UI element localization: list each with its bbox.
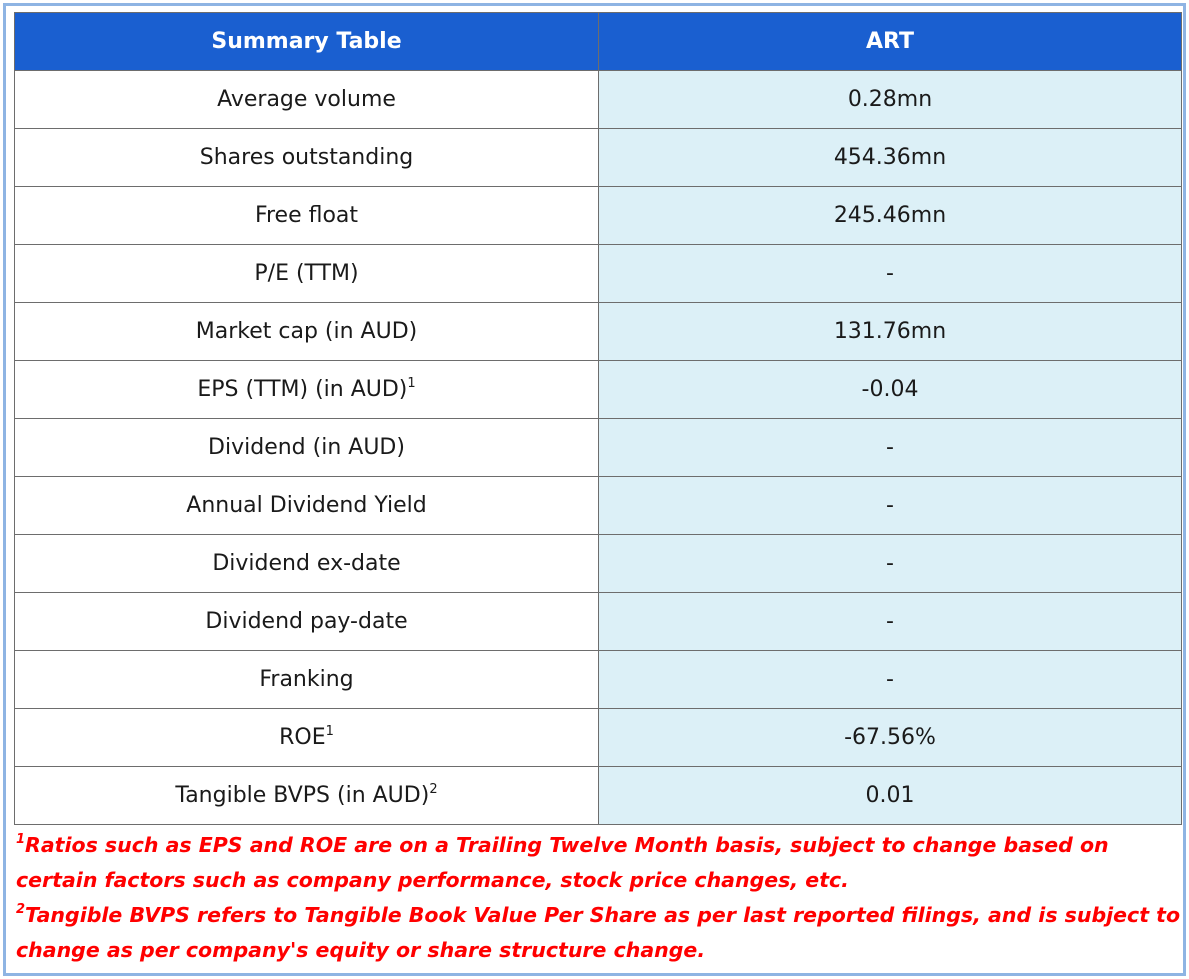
row-label-text: Shares outstanding (199, 145, 414, 170)
table-row (15, 419, 1182, 477)
row-label (15, 361, 599, 419)
row-label-text: Annual Dividend Yield (186, 493, 427, 518)
row-label-text: Dividend pay-date (205, 609, 408, 634)
row-value: 454.36mn (599, 129, 1182, 187)
row-label-text: Average volume (217, 87, 396, 112)
footnote-2 (16, 898, 1181, 968)
row-value: - (599, 593, 1182, 651)
footnote-ref: 1 (325, 724, 334, 739)
table-row (15, 245, 1182, 303)
footnote-ref: 2 (429, 782, 438, 797)
table-header-row (15, 13, 1182, 71)
table-row (15, 709, 1182, 767)
footnote-text: Tangible BVPS refers to Tangible Book Value Per Share as per last reported filings, and is subject to change as per company's equity or share structure change. (16, 903, 1181, 962)
footnote-ref: 1 (407, 376, 416, 391)
row-value: - (599, 651, 1182, 709)
row-label (15, 245, 599, 303)
table-row (15, 71, 1182, 129)
row-label-text: Tangible BVPS (in AUD) (175, 783, 430, 808)
row-label-text: Dividend (in AUD) (208, 435, 405, 460)
row-label-text: Franking (259, 667, 354, 692)
row-label (15, 419, 599, 477)
row-value: 131.76mn (599, 303, 1182, 361)
header-label-column: Summary Table (15, 13, 599, 71)
table-row (15, 651, 1182, 709)
footnote-marker: 1 (16, 832, 26, 847)
row-label (15, 709, 599, 767)
row-label-text: Dividend ex-date (212, 551, 401, 576)
row-label (15, 593, 599, 651)
row-label (15, 535, 599, 593)
row-value: - (599, 419, 1182, 477)
footnotes (16, 828, 1181, 968)
footnote-1 (16, 828, 1181, 898)
row-label-text: Market cap (in AUD) (195, 319, 418, 344)
row-label-text: ROE (279, 725, 326, 750)
row-value: - (599, 477, 1182, 535)
row-label-text: EPS (TTM) (in AUD) (197, 377, 408, 402)
table-row (15, 593, 1182, 651)
row-value: 0.28mn (599, 71, 1182, 129)
row-label (15, 651, 599, 709)
row-label (15, 767, 599, 825)
row-value: - (599, 535, 1182, 593)
row-value: 245.46mn (599, 187, 1182, 245)
row-label (15, 477, 599, 535)
table-row (15, 477, 1182, 535)
row-value: -0.04 (599, 361, 1182, 419)
row-value: -67.56% (599, 709, 1182, 767)
summary-table (14, 12, 1182, 825)
row-label (15, 129, 599, 187)
row-label-text: P/E (TTM) (254, 261, 359, 286)
table-row (15, 535, 1182, 593)
row-label (15, 187, 599, 245)
footnote-text: Ratios such as EPS and ROE are on a Trailing Twelve Month basis, subject to change based on certain factors such as company performance, stock price changes, etc. (16, 833, 1109, 892)
table-row (15, 767, 1182, 825)
header-ticker-column: ART (599, 13, 1182, 71)
row-label (15, 303, 599, 361)
row-label (15, 71, 599, 129)
row-label-text: Free float (254, 203, 359, 228)
footnote-marker: 2 (16, 902, 26, 917)
row-value: - (599, 245, 1182, 303)
table-row (15, 303, 1182, 361)
table-row (15, 361, 1182, 419)
row-value: 0.01 (599, 767, 1182, 825)
summary-frame (3, 3, 1186, 976)
table-row (15, 129, 1182, 187)
table-row (15, 187, 1182, 245)
